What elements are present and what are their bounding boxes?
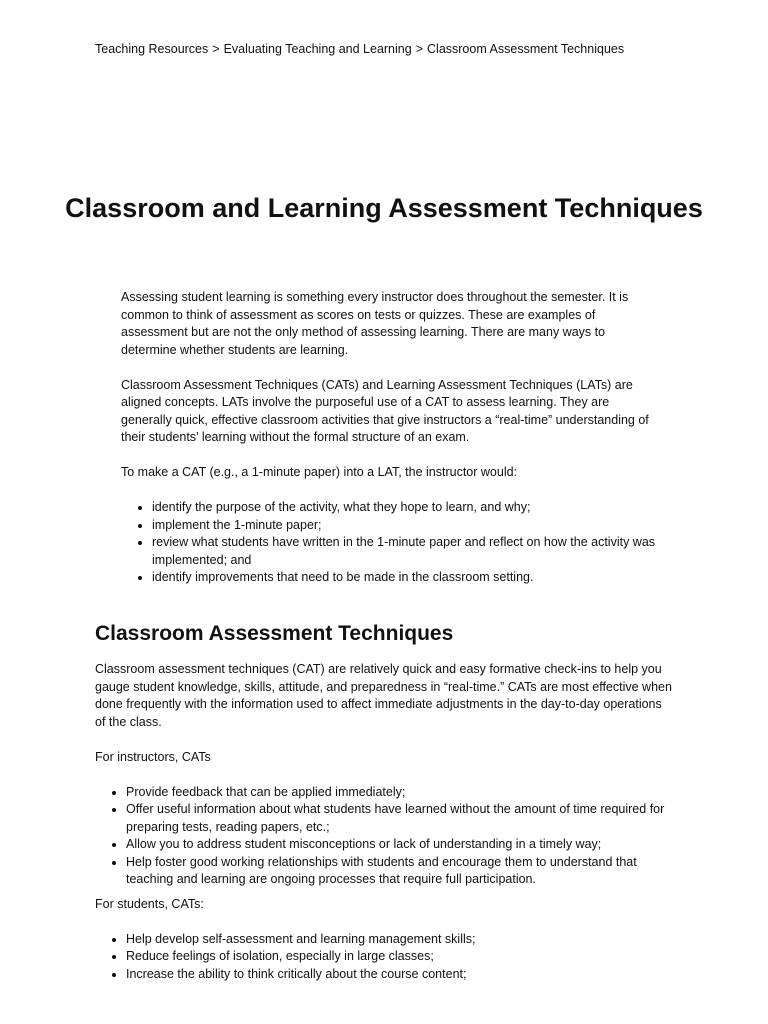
students-label: For students, CATs: — [95, 896, 204, 911]
list-item: • Offer useful information about what students have learned without the amount of time required for preparing tests, reading papers, etc.; — [126, 801, 675, 836]
instructors-benefits-list — [95, 784, 675, 889]
list-item: • Provide feedback that can be applied immediately; — [126, 784, 675, 802]
breadcrumb-separator: > — [415, 42, 424, 56]
instructors-label: For instructors, CATs — [95, 749, 211, 764]
students-benefits-list — [95, 931, 675, 984]
section-heading: Classroom Assessment Techniques — [95, 622, 454, 645]
lat-steps-list — [121, 499, 661, 587]
list-item: • Help foster good working relationships with students and encourage them to understand that teaching and learning are ongoing processes that require full participation. — [126, 854, 675, 889]
breadcrumb-link-teaching-resources[interactable]: Teaching Resources — [95, 42, 209, 56]
list-item: • identify improvements that need to be made in the classroom setting. — [152, 569, 661, 587]
intro-section — [121, 289, 661, 587]
section-paragraph: Classroom assessment techniques (CAT) are relatively quick and easy formative check-ins to help you gauge student knowledge, skills, attitude, and preparedness in “real-time.” CATs are most effective when done frequently with the information used to affect immediate adjustments in the day-to-day operations of the class. — [95, 662, 672, 729]
intro-paragraph: Classroom Assessment Techniques (CATs) and Learning Assessment Techniques (LATs) are aligned concepts. LATs involve the purposeful use of a CAT to assess learning. They are generally quick, effective classroom activities that give instructors a “real-time” understanding of their students’ learning without the formal structure of an exam. — [121, 377, 649, 444]
list-item: • implement the 1-minute paper; — [152, 517, 661, 535]
list-item: • Allow you to address student misconceptions or lack of understanding in a timely way; — [126, 836, 675, 854]
page-title: Classroom and Learning Assessment Techniques — [65, 193, 703, 223]
list-item: • identify the purpose of the activity, what they hope to learn, and why; — [152, 499, 661, 517]
list-item: • Reduce feelings of isolation, especially in large classes; — [126, 948, 675, 966]
intro-paragraph: Assessing student learning is something every instructor does throughout the semester. It is common to think of assessment as scores on tests or quizzes. These are examples of assessment but are not the only method of assessing learning. There are many ways to determine whether students are learning. — [121, 290, 629, 357]
breadcrumb — [95, 41, 624, 57]
list-item: • review what students have written in the 1-minute paper and reflect on how the activity was implemented; and — [152, 534, 661, 569]
breadcrumb-current-page: Classroom Assessment Techniques — [427, 42, 625, 56]
intro-paragraph: To make a CAT (e.g., a 1-minute paper) into a LAT, the instructor would: — [121, 465, 518, 479]
list-item: • Increase the ability to think critically about the course content; — [126, 966, 675, 984]
cat-section — [95, 620, 675, 983]
breadcrumb-link-evaluating-teaching[interactable]: Evaluating Teaching and Learning — [223, 42, 412, 56]
breadcrumb-separator: > — [212, 42, 220, 56]
list-item: • Help develop self-assessment and learning management skills; — [126, 931, 675, 949]
